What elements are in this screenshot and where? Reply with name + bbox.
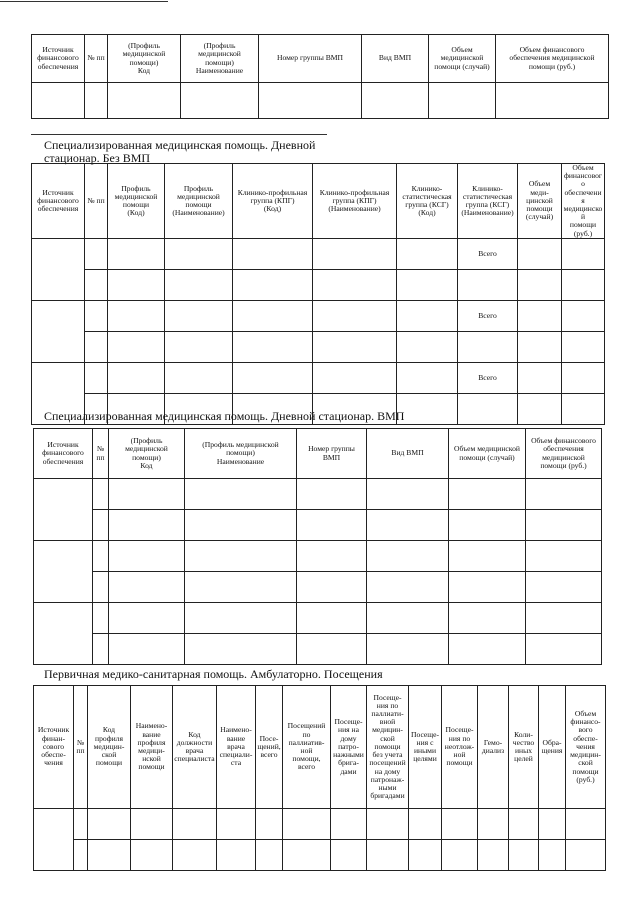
cell[interactable] <box>88 840 131 871</box>
section-rule <box>31 134 327 135</box>
cell[interactable] <box>165 300 233 331</box>
cell[interactable] <box>93 541 109 572</box>
header-row-number: № пп <box>93 429 109 479</box>
cell[interactable] <box>185 634 297 665</box>
header-palliative-excl-home: Посеще- ния по паллиати- вной медицин- ской помощи без учета посещений на дому патронаж- ными бригадами <box>367 686 409 809</box>
cell[interactable] <box>185 541 297 572</box>
header-row-number: № пп <box>85 164 108 239</box>
table-row <box>34 634 602 665</box>
header-profile-name: (Профиль медицинской помощи) Наименование <box>181 35 259 83</box>
cell[interactable] <box>518 300 562 331</box>
day-hospital-table <box>31 163 605 425</box>
cell[interactable] <box>518 331 562 362</box>
cell[interactable] <box>562 393 605 424</box>
cell[interactable] <box>185 510 297 541</box>
header-funding-amount: Объем финансового обеспечения медицинской помощи (руб.) <box>562 164 605 239</box>
table-row <box>32 300 605 331</box>
cell[interactable] <box>458 331 518 362</box>
header-profile-name: Наимено- вание профиля медици- нской помощи <box>131 686 173 809</box>
cell[interactable] <box>518 362 562 393</box>
header-palliative-visits: Посещений по паллиатив- ной помощи, всего <box>283 686 331 809</box>
cell[interactable] <box>397 331 458 362</box>
cell[interactable] <box>562 269 605 300</box>
cell[interactable] <box>88 809 131 840</box>
cell[interactable] <box>566 840 606 871</box>
cell[interactable] <box>562 238 605 269</box>
section-title-line: Специализированная медицинская помощь. Дневной <box>44 138 316 152</box>
header-vmp-group: Номер группы ВМП <box>259 35 362 83</box>
cell[interactable] <box>93 634 109 665</box>
header-urgent-visits: Посеще- ния по неотлож- ной помощи <box>442 686 478 809</box>
header-funding-source: Источник финансового обеспечения <box>32 164 85 239</box>
cell[interactable] <box>185 603 297 634</box>
cell[interactable] <box>108 269 165 300</box>
total-label: Всего <box>458 300 518 331</box>
cell[interactable] <box>85 238 108 269</box>
header-volume-cases: Объем медицинской помощи (случай) <box>429 35 496 83</box>
table-row <box>34 809 606 840</box>
cell[interactable] <box>74 809 88 840</box>
header-specialist-name: Наимено- вание врача специали- ста <box>217 686 256 809</box>
cell[interactable] <box>173 840 217 871</box>
cell[interactable] <box>539 840 566 871</box>
header-kpg-code: Клинико-профильная группа (КПГ) (Код) <box>233 164 313 239</box>
cell[interactable] <box>297 634 367 665</box>
cell[interactable] <box>313 269 397 300</box>
cell[interactable] <box>367 809 409 840</box>
header-position-code: Код должности врача специалиста <box>173 686 217 809</box>
header-profile-name: (Профиль медицинской помощи) Наименование <box>185 429 297 479</box>
header-hemodialysis: Гемо- диализ <box>478 686 509 809</box>
cell[interactable] <box>297 479 367 510</box>
header-home-visits: Посеще- ния на дому патро- нажными брига- дами <box>331 686 367 809</box>
cell[interactable] <box>181 83 259 119</box>
cell[interactable] <box>217 809 256 840</box>
primary-care-visits-table <box>33 685 606 871</box>
cell[interactable] <box>367 510 449 541</box>
cell[interactable] <box>331 809 367 840</box>
cell[interactable] <box>297 572 367 603</box>
cell[interactable] <box>85 269 108 300</box>
section-title-day-hospital-vmp: Специализированная медицинская помощь. Дневной стационар. ВМП <box>44 409 405 423</box>
cell[interactable] <box>367 603 449 634</box>
cell[interactable] <box>283 809 331 840</box>
header-other-purpose-visits: Посеще- ния с иными целями <box>409 686 442 809</box>
cell[interactable] <box>429 83 496 119</box>
header-funding-amount: Объем финансового обеспечения медицинской помощи (руб.) <box>496 35 609 83</box>
cell[interactable] <box>233 362 313 393</box>
cell[interactable] <box>367 840 409 871</box>
cell[interactable] <box>74 840 88 871</box>
header-profile-code: Профиль медицинской помощи (Код) <box>108 164 165 239</box>
cell[interactable] <box>367 541 449 572</box>
header-visits-total: Посе- щений, всего <box>256 686 283 809</box>
cell[interactable] <box>566 809 606 840</box>
cell[interactable] <box>256 809 283 840</box>
cell[interactable] <box>109 541 185 572</box>
cell[interactable] <box>362 83 429 119</box>
cell[interactable] <box>131 809 173 840</box>
header-appeals: Обра- щения <box>539 686 566 809</box>
table-row <box>32 83 609 119</box>
cell[interactable] <box>509 809 539 840</box>
cell[interactable] <box>526 479 602 510</box>
cell[interactable] <box>526 572 602 603</box>
cell[interactable] <box>109 479 185 510</box>
cell[interactable] <box>109 572 185 603</box>
cell[interactable] <box>109 510 185 541</box>
top-rule <box>0 1 168 2</box>
table-row <box>34 572 602 603</box>
cell[interactable] <box>165 238 233 269</box>
cell[interactable] <box>331 840 367 871</box>
header-vmp-type: Вид ВМП <box>367 429 449 479</box>
cell[interactable] <box>313 300 397 331</box>
cell[interactable] <box>131 840 173 871</box>
section-title-primary-care-visits: Первичная медико-санитарная помощь. Амбулаторно. Посещения <box>44 667 383 681</box>
header-funding-source: Источник финан- сового обеспе- чения <box>34 686 74 809</box>
table-row <box>32 238 605 269</box>
cell[interactable] <box>367 634 449 665</box>
cell[interactable] <box>518 269 562 300</box>
cell[interactable] <box>108 300 165 331</box>
header-vmp-group: Номер группы ВМП <box>297 429 367 479</box>
cell[interactable] <box>313 238 397 269</box>
cell[interactable] <box>165 331 233 362</box>
cell[interactable] <box>297 541 367 572</box>
cell[interactable] <box>108 331 165 362</box>
cell[interactable] <box>397 269 458 300</box>
table-row <box>32 331 605 362</box>
cell[interactable] <box>539 809 566 840</box>
cell[interactable] <box>233 269 313 300</box>
cell[interactable] <box>34 479 93 541</box>
cell[interactable] <box>449 634 526 665</box>
table-row <box>34 603 602 634</box>
cell[interactable] <box>85 331 108 362</box>
cell[interactable] <box>397 238 458 269</box>
total-label: Всего <box>458 238 518 269</box>
cell[interactable] <box>283 840 331 871</box>
cell[interactable] <box>85 362 108 393</box>
cell[interactable] <box>442 809 478 840</box>
cell[interactable] <box>409 840 442 871</box>
cell[interactable] <box>34 541 93 603</box>
cell[interactable] <box>562 300 605 331</box>
cell[interactable] <box>34 809 74 871</box>
cell[interactable] <box>233 238 313 269</box>
header-ksg-code: Клинико- статистическая группа (КСГ) (Код) <box>397 164 458 239</box>
cell[interactable] <box>562 362 605 393</box>
table-row <box>32 269 605 300</box>
header-ksg-name: Клинико- статистическая группа (КСГ) (Наименование) <box>458 164 518 239</box>
header-funding-amount: Объем финансо- вого обеспе- чения медицин- ской помощи (руб.) <box>566 686 606 809</box>
cell[interactable] <box>32 238 85 300</box>
cell[interactable] <box>496 83 609 119</box>
cell[interactable] <box>397 393 458 424</box>
header-kpg-name: Клинико-профильная группа (КПГ) (Наименование) <box>313 164 397 239</box>
cell[interactable] <box>449 479 526 510</box>
cell[interactable] <box>109 603 185 634</box>
cell[interactable] <box>526 541 602 572</box>
cell[interactable] <box>458 393 518 424</box>
cell[interactable] <box>518 238 562 269</box>
cell[interactable] <box>34 603 93 665</box>
cell[interactable] <box>397 300 458 331</box>
day-hospital-vmp-table <box>33 428 602 665</box>
cell[interactable] <box>397 362 458 393</box>
cell[interactable] <box>233 331 313 362</box>
cell[interactable] <box>109 634 185 665</box>
cell[interactable] <box>449 603 526 634</box>
cell[interactable] <box>108 238 165 269</box>
cell[interactable] <box>518 393 562 424</box>
cell[interactable] <box>185 479 297 510</box>
header-row-number: № пп <box>74 686 88 809</box>
cell[interactable] <box>93 510 109 541</box>
cell[interactable] <box>297 603 367 634</box>
cell[interactable] <box>93 603 109 634</box>
cell[interactable] <box>108 83 181 119</box>
cell[interactable] <box>217 840 256 871</box>
cell[interactable] <box>165 362 233 393</box>
header-volume-cases: Объем меди- цинской помощи (случай) <box>518 164 562 239</box>
cell[interactable] <box>297 510 367 541</box>
header-profile-code: (Профиль медицинской помощи) Код <box>108 35 181 83</box>
header-row-number: № пп <box>85 35 108 83</box>
cell[interactable] <box>526 510 602 541</box>
cell[interactable] <box>313 362 397 393</box>
cell[interactable] <box>93 479 109 510</box>
table-row <box>34 840 606 871</box>
cell[interactable] <box>233 300 313 331</box>
cell[interactable] <box>85 300 108 331</box>
header-funding-source: Источник финансового обеспечения <box>34 429 93 479</box>
cell[interactable] <box>526 634 602 665</box>
cell[interactable] <box>165 269 233 300</box>
header-funding-amount: Объем финансового обеспечения медицинской помощи (руб.) <box>526 429 602 479</box>
table-row <box>34 541 602 572</box>
header-volume-cases: Объем медицинской помощи (случай) <box>449 429 526 479</box>
cell[interactable] <box>367 479 449 510</box>
table-row <box>34 479 602 510</box>
cell[interactable] <box>458 269 518 300</box>
header-vmp-type: Вид ВМП <box>362 35 429 83</box>
cell[interactable] <box>85 83 108 119</box>
section-title-line: стационар. Без ВМП <box>44 151 151 165</box>
cell[interactable] <box>313 331 397 362</box>
cell[interactable] <box>478 809 509 840</box>
cell[interactable] <box>93 572 109 603</box>
section-title-day-hospital-no-vmp <box>44 139 315 165</box>
table-row <box>32 362 605 393</box>
cell[interactable] <box>259 83 362 119</box>
cell[interactable] <box>526 603 602 634</box>
header-other-purposes-count: Коли- чество иных целей <box>509 686 539 809</box>
header-funding-source: Источник финансового обеспечения <box>32 35 85 83</box>
header-profile-code: (Профиль медицинской помощи) Код <box>109 429 185 479</box>
vmp-table-1 <box>31 34 609 119</box>
cell[interactable] <box>562 331 605 362</box>
cell[interactable] <box>256 840 283 871</box>
total-label: Всего <box>458 362 518 393</box>
cell[interactable] <box>478 840 509 871</box>
cell[interactable] <box>449 541 526 572</box>
cell[interactable] <box>409 809 442 840</box>
cell[interactable] <box>509 840 539 871</box>
cell[interactable] <box>367 572 449 603</box>
header-profile-name: Профиль медицинской помощи (Наименование) <box>165 164 233 239</box>
cell[interactable] <box>32 83 85 119</box>
cell[interactable] <box>449 572 526 603</box>
table-row <box>34 510 602 541</box>
cell[interactable] <box>185 572 297 603</box>
cell[interactable] <box>173 809 217 840</box>
cell[interactable] <box>442 840 478 871</box>
cell[interactable] <box>108 362 165 393</box>
header-profile-code: Код профиля медицин- ской помощи <box>88 686 131 809</box>
cell[interactable] <box>449 510 526 541</box>
cell[interactable] <box>32 300 85 362</box>
